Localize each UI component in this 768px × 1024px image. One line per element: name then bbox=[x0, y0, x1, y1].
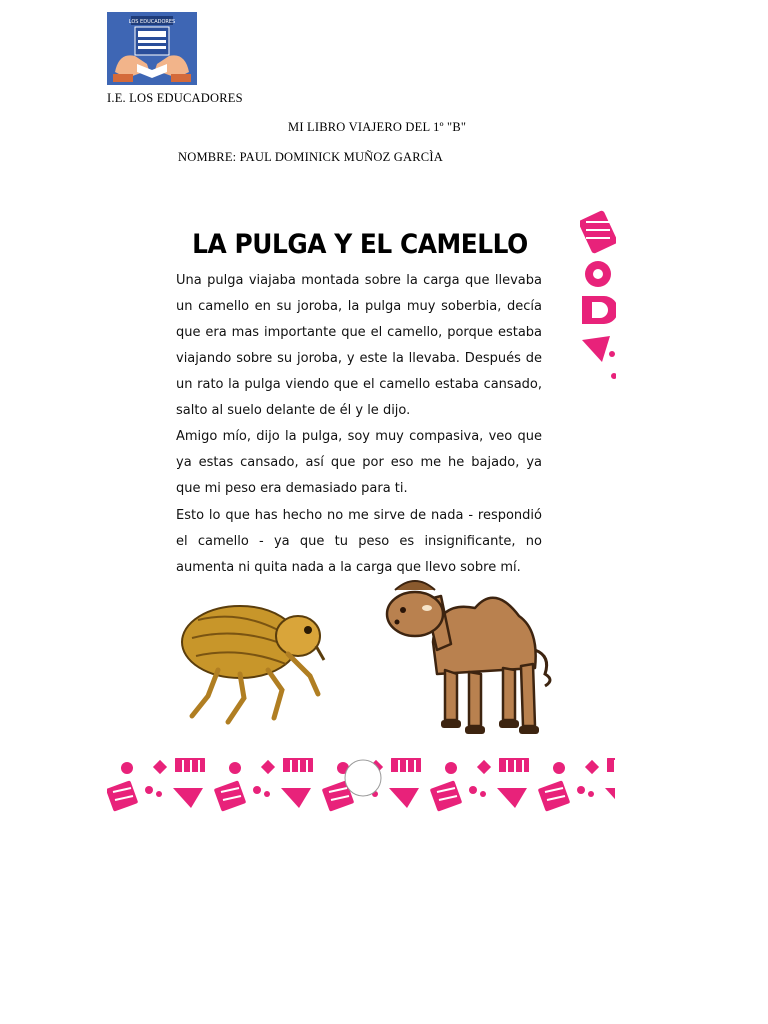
story-paragraph-3: Esto lo que has hecho no me sirve de nada - respondió el camello - ya que tu peso es insignificante, no aumenta ni quita nada a la carga que llevo sobre mí. bbox=[176, 508, 542, 575]
side-decorative-border bbox=[580, 200, 616, 390]
school-logo bbox=[107, 12, 197, 85]
camel-illustration bbox=[385, 570, 555, 738]
story-paragraph-2: Amigo mío, dijo la pulga, soy muy compasiva, veo que ya estas cansado, así que por eso me he bajado, ya que mi peso era demasiado para ti. bbox=[176, 429, 542, 496]
book-title: MI LIBRO VIAJERO DEL 1º "B" bbox=[288, 120, 467, 134]
student-name: NOMBRE: PAUL DOMINICK MUÑOZ GARCÌA bbox=[178, 150, 443, 164]
school-name: I.E. LOS EDUCADORES bbox=[107, 91, 243, 105]
flea-illustration bbox=[178, 590, 328, 730]
story-title: LA PULGA Y EL CAMELLO bbox=[192, 229, 528, 260]
story-paragraph-1: Una pulga viajaba montada sobre la carga que llevaba un camello en su joroba, la pulga muy soberbia, decía que era mas importante que el camello, porque estaba viajando sobre su joroba, y este la llevaba. Después de un rato la pulga viendo que el camello estaba cansado, salto al suelo delante de él y le dijo. bbox=[176, 273, 542, 418]
logo-text: LOS EDUCADORES bbox=[128, 19, 176, 25]
bottom-decorative-border bbox=[107, 758, 615, 812]
